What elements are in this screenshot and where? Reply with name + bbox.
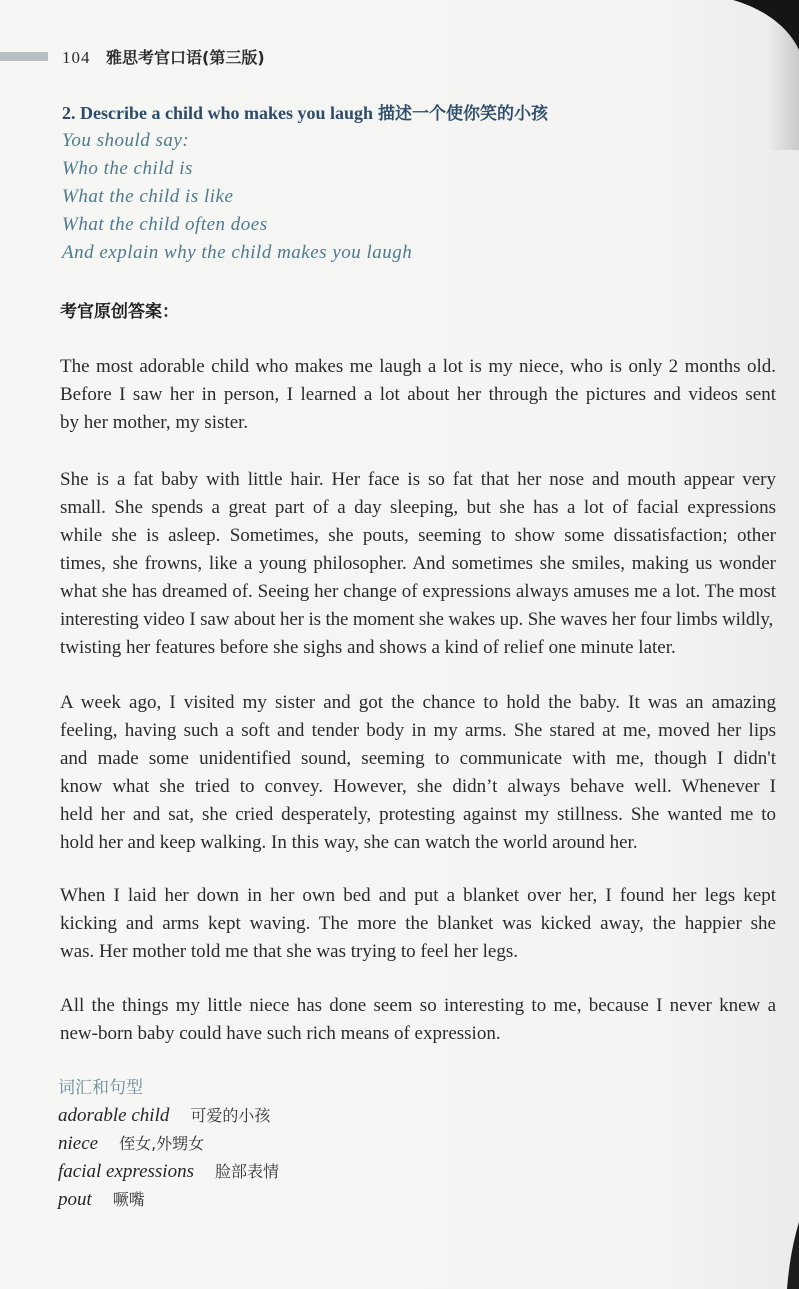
answer-paragraph-1 <box>60 353 776 437</box>
answer-line: The most adorable child who makes me laugh a lot is my niece, who is only 2 months old. <box>60 356 776 377</box>
book-title: 雅思考官口语(第三版) <box>106 48 265 67</box>
binding-shadow-bottom-right <box>787 1222 799 1289</box>
answer-line: feeling, having such a soft and tender body in my arms. She stared at me, moved her lips <box>60 720 776 741</box>
answer-line: new-born baby could have such rich means of expression. <box>60 1023 501 1044</box>
answer-paragraph-2 <box>60 466 776 662</box>
answer-line: A week ago, I visited my sister and got the chance to hold the baby. It was an amazing <box>60 692 776 713</box>
prompt-line: And explain why the child makes you laugh <box>62 242 413 263</box>
answer-heading-text: 考官原创答案： <box>60 302 179 322</box>
vocab-translation: 脸部表情 <box>214 1162 279 1181</box>
answer-line: She is a fat baby with little hair. Her face is so fat that her nose and mouth appear very <box>60 469 776 490</box>
vocab-term: adorable child <box>58 1105 170 1126</box>
vocab-term: facial expressions <box>58 1161 194 1182</box>
answer-line: held her and sat, she cried desperately, protesting against my stillness. She wanted me to <box>60 804 776 825</box>
answer-line: twisting her features before she sighs and shows a kind of relief one minute later. <box>60 637 676 658</box>
prompt-line: What the child often does <box>62 214 268 235</box>
page-number: 104 <box>62 48 91 67</box>
vocab-term: niece <box>58 1133 99 1154</box>
answer-line: small. She spends a great part of a day sleeping, but she has a lot of facial expressions <box>60 497 776 518</box>
vocab-item <box>58 1102 774 1130</box>
topic-title <box>62 99 778 127</box>
vocab-item <box>58 1158 774 1186</box>
topic-title-english: 2. Describe a child who makes you laugh <box>62 103 374 123</box>
prompt-line: Who the child is <box>62 158 193 179</box>
vocab-translation: 可爱的小孩 <box>190 1106 271 1125</box>
answer-line: hold her and keep walking. In this way, she can watch the world around her. <box>60 832 638 853</box>
answer-line: by her mother, my sister. <box>60 412 249 433</box>
topic-title-chinese: 描述一个使你笑的小孩 <box>378 104 549 124</box>
answer-paragraph-4 <box>60 882 776 966</box>
vocab-item <box>58 1186 774 1214</box>
answer-line: When I laid her down in her own bed and put a blanket over her, I found her legs kept <box>60 885 776 906</box>
topic-prompts <box>62 127 778 267</box>
prompt-line: You should say: <box>62 130 190 151</box>
answer-line: know what she tried to convey. However, she didn’t always behave well. Whenever I <box>60 776 776 797</box>
vocab-translation: 噘嘴 <box>112 1190 145 1209</box>
vocab-term: pout <box>58 1189 92 1210</box>
answer-heading <box>60 298 776 326</box>
binding-shadow-top-right <box>733 0 799 50</box>
answer-paragraph-5 <box>60 992 776 1048</box>
answer-line: what she has dreamed of. Seeing her change of expressions always amuses me a lot. The most <box>60 581 776 602</box>
prompt-line: What the child is like <box>62 186 234 207</box>
header-bar <box>0 52 48 61</box>
vocabulary-section <box>58 1074 774 1214</box>
answer-line: Before I saw her in person, I learned a lot about her through the pictures and videos sent <box>60 384 776 405</box>
answer-line: All the things my little niece has done seem so interesting to me, because I never knew a <box>60 995 776 1016</box>
answer-line: was. Her mother told me that she was trying to feel her legs. <box>60 941 518 962</box>
answer-line: while she is asleep. Sometimes, she pouts, seeming to show some dissatisfaction; other <box>60 525 776 546</box>
answer-line: interesting video I saw about her is the moment she wakes up. She waves her four limbs wildly, <box>60 609 774 630</box>
answer-paragraph-3 <box>60 689 776 857</box>
vocab-item <box>58 1130 774 1158</box>
vocabulary-heading: 词汇和句型 <box>58 1078 143 1098</box>
answer-line: kicking and arms kept waving. The more the blanket was kicked away, the happier she <box>60 913 776 934</box>
answer-line: and made some unidentified sound, seeming to communicate with me, though I didn't <box>60 748 776 769</box>
answer-line: times, she frowns, like a young philosopher. And sometimes she smiles, making us wonder <box>60 553 776 574</box>
vocab-translation: 侄女,外甥女 <box>119 1134 205 1153</box>
